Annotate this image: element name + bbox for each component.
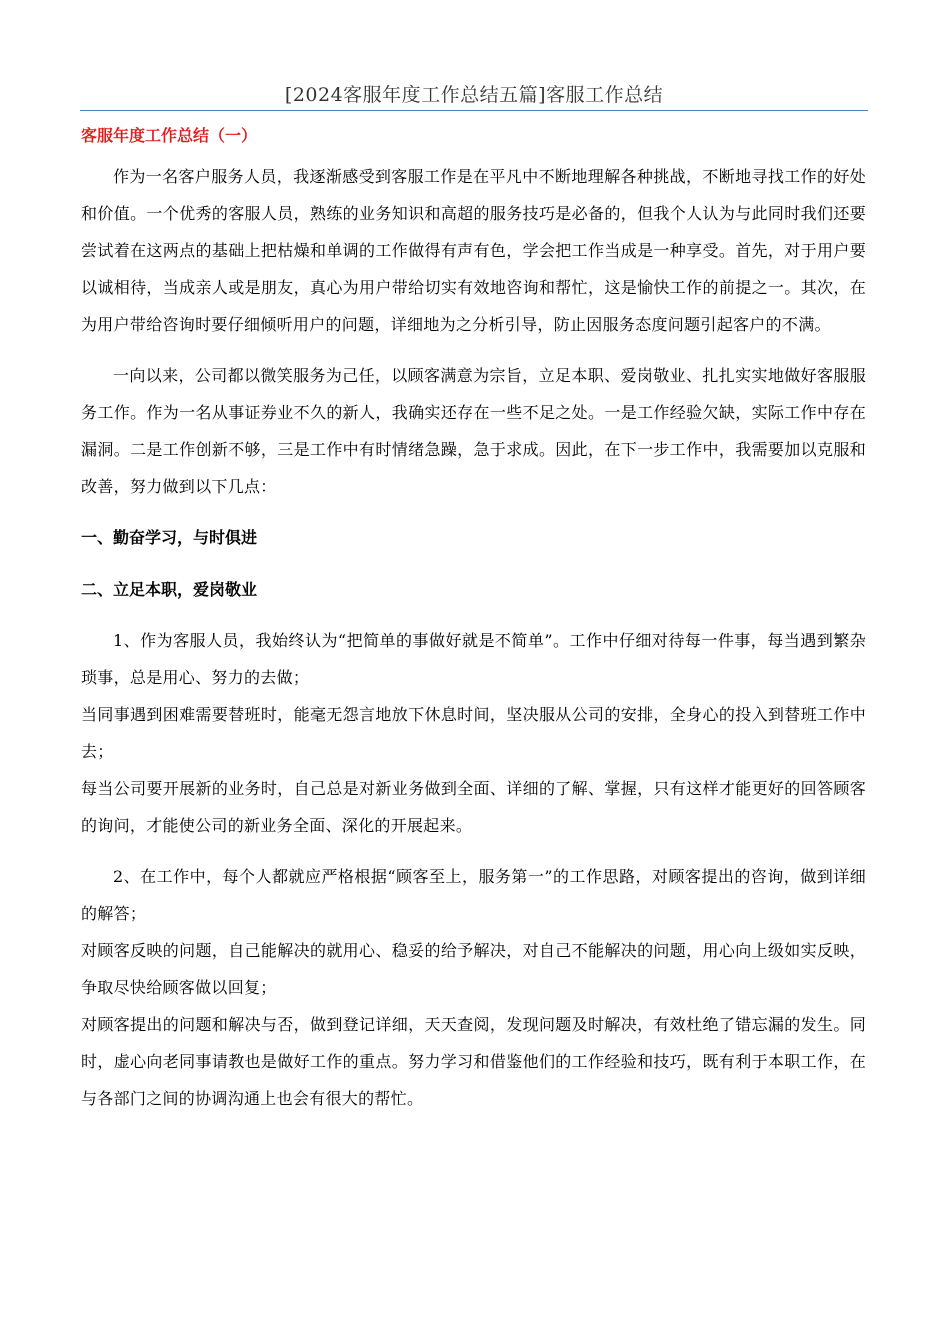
paragraph-point-2: 2、在工作中，每个人都就应严格根据“顾客至上，服务第一”的工作思路，对顾客提出的咨询，做到详细的解答； bbox=[81, 867, 866, 923]
paragraph-point-1-cover-shift: 当同事遇到困难需要替班时，能毫无怨言地放下休息时间，坚决服从公司的安排，全身心的投入到替班工作中去； bbox=[81, 705, 866, 761]
paragraph-point-1-new-business: 每当公司要开展新的业务时，自己总是对新业务做到全面、详细的了解、掌握，只有这样才能更好的回答顾客的询问，才能使公司的新业务全面、深化的开展起来。 bbox=[81, 779, 866, 835]
document-title: [2024客服年度工作总结五篇]客服工作总结 bbox=[284, 84, 664, 106]
heading-study: 一、勤奋学习，与时俱进 bbox=[81, 528, 258, 547]
paragraph-point-2-records: 对顾客提出的问题和解决与否，做到登记详细，天天查阅，发现问题及时解决，有效杜绝了错忘漏的发生。同时，虚心向老同事请教也是做好工作的重点。努力学习和借鉴他们的工作经验和技巧，既有利于本职工作，在与各部门之间的协调沟通上也会有很大的帮忙。 bbox=[81, 1015, 866, 1108]
document-body bbox=[81, 122, 866, 1117]
paragraph-shortcomings: 一向以来，公司都以微笑服务为己任，以顾客满意为宗旨，立足本职、爱岗敬业、扎扎实实地做好客服服务工作。作为一名从事证券业不久的新人，我确实还存在一些不足之处。一是工作经验欠缺，实际工作中存在漏洞。二是工作创新不够，三是工作中有时情绪急躁，急于求成。因此，在下一步工作中，我需要加以克服和改善，努力做到以下几点： bbox=[81, 366, 866, 496]
section-title: 客服年度工作总结（一） bbox=[81, 126, 258, 145]
paragraph-point-2-feedback: 对顾客反映的问题，自己能解决的就用心、稳妥的给予解决，对自己不能解决的问题，用心向上级如实反映，争取尽快给顾客做以回复； bbox=[81, 941, 866, 997]
heading-dedication: 二、立足本职，爱岗敬业 bbox=[81, 580, 258, 599]
paragraph-intro: 作为一名客户服务人员，我逐渐感受到客服工作是在平凡中不断地理解各种挑战，不断地寻找工作的好处和价值。一个优秀的客服人员，熟练的业务知识和高超的服务技巧是必备的，但我个人认为与此同时我们还要尝试着在这两点的基础上把枯燥和单调的工作做得有声有色，学会把工作当成是一种享受。首先，对于用户要以诚相待，当成亲人或是朋友，真心为用户带给切实有效地咨询和帮忙，这是愉快工作的前提之一。其次，在为用户带给咨询时要仔细倾听用户的问题，详细地为之分析引导，防止因服务态度问题引起客户的不满。 bbox=[81, 167, 866, 334]
page-header bbox=[80, 80, 868, 111]
paragraph-point-1: 1、作为客服人员，我始终认为“把简单的事做好就是不简单”。工作中仔细对待每一件事，每当遇到繁杂琐事，总是用心、努力的去做； bbox=[81, 631, 866, 687]
